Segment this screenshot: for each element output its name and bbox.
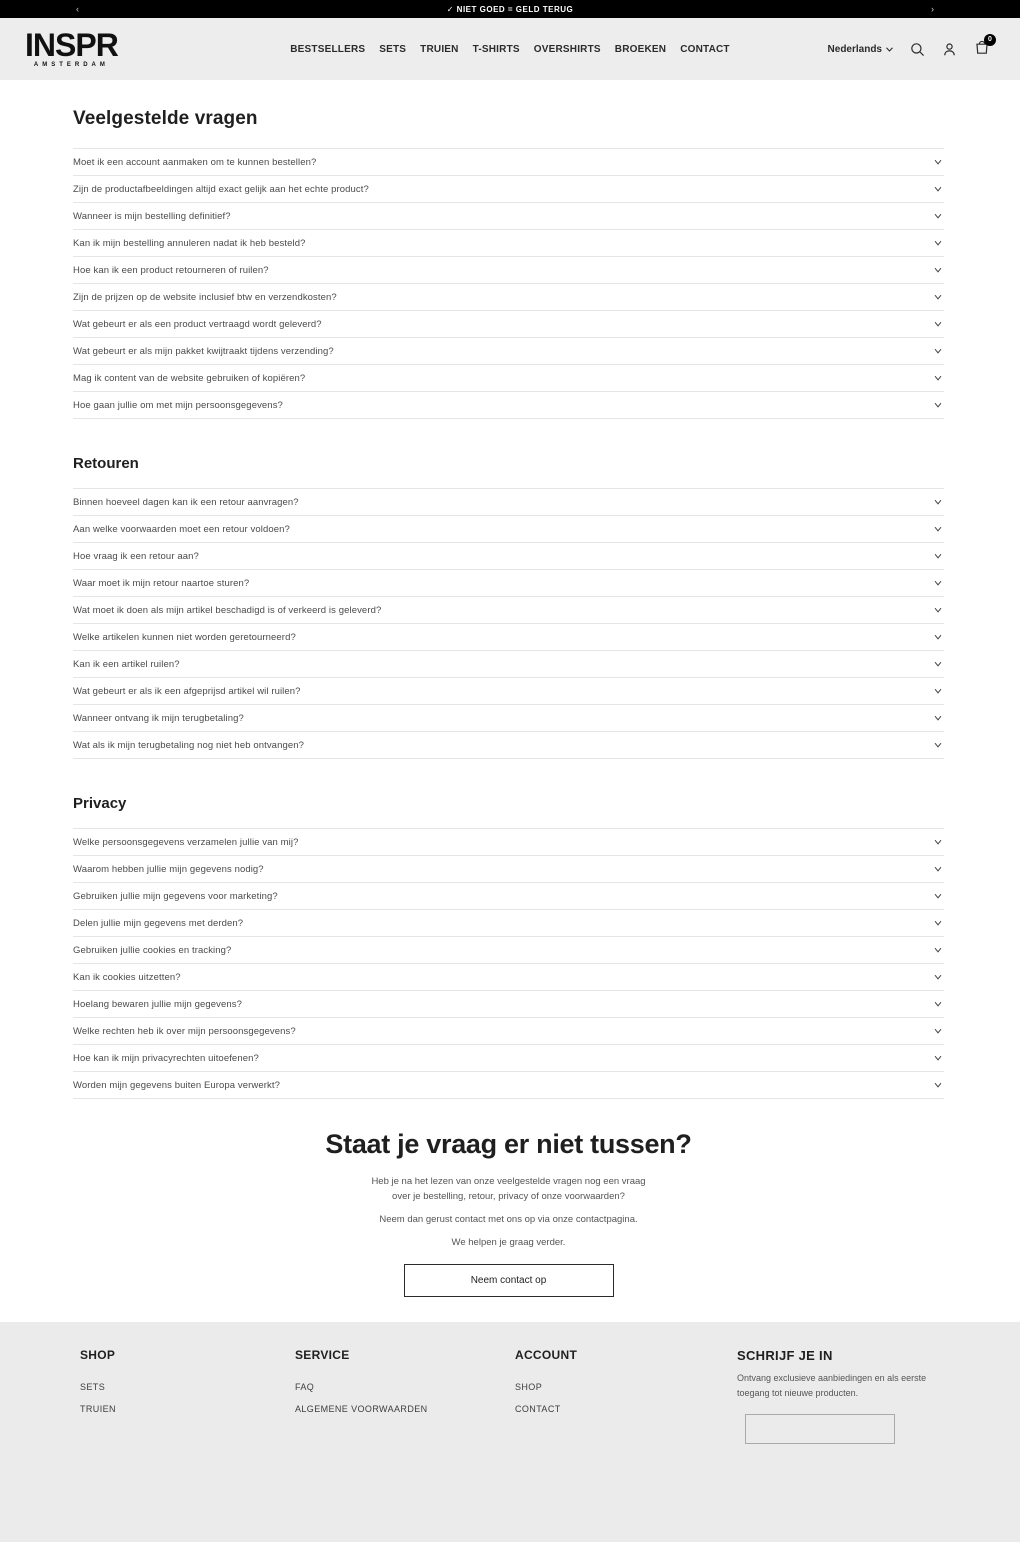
- chevron-down-icon: [934, 973, 942, 981]
- faq-list: [73, 488, 944, 759]
- faq-question-label: Mag ik content van de website gebruiken of kopiëren?: [73, 372, 306, 384]
- cart-icon[interactable]: [974, 36, 992, 60]
- chevron-down-icon: [934, 946, 942, 954]
- faq-question-label: Welke artikelen kunnen niet worden geretourneerd?: [73, 631, 296, 643]
- faq-question-label: Gebruiken jullie mijn gegevens voor marketing?: [73, 890, 278, 902]
- footer-links: [295, 1382, 515, 1414]
- nav-item[interactable]: BROEKEN: [614, 43, 667, 55]
- announcement-prev-icon[interactable]: ‹: [76, 4, 79, 14]
- footer-link[interactable]: FAQ: [295, 1382, 315, 1392]
- faq-question-label: Worden mijn gegevens buiten Europa verwerkt?: [73, 1079, 281, 1091]
- faq-question-label: Aan welke voorwaarden moet een retour voldoen?: [73, 523, 290, 535]
- faq-question-row[interactable]: [73, 569, 944, 596]
- faq-question-label: Kan ik mijn bestelling annuleren nadat ik heb besteld?: [73, 237, 306, 249]
- newsletter-email-input[interactable]: [745, 1414, 895, 1444]
- faq-question-label: Hoe kan ik een product retourneren of ruilen?: [73, 264, 269, 276]
- faq-section: [73, 795, 944, 1099]
- nav-item[interactable]: CONTACT: [680, 43, 730, 55]
- chevron-down-icon: [934, 741, 942, 749]
- chevron-down-icon: [934, 579, 942, 587]
- faq-question-label: Hoe kan ik mijn privacyrechten uitoefenen?: [73, 1052, 259, 1064]
- faq-question-label: Waarom hebben jullie mijn gegevens nodig?: [73, 863, 264, 875]
- main-nav: [290, 44, 729, 55]
- footer-column: [80, 1348, 295, 1542]
- faq-question-row[interactable]: [73, 909, 944, 936]
- nav-item[interactable]: SETS: [379, 43, 407, 55]
- cta-text-line: We helpen je graag verder.: [451, 1237, 566, 1248]
- chevron-down-icon: [934, 374, 942, 382]
- account-icon[interactable]: [942, 42, 957, 57]
- newsletter-title: SCHRIJF JE IN: [737, 1348, 833, 1363]
- footer-links: [515, 1382, 737, 1414]
- faq-question-label: Wat gebeurt er als een product vertraagd wordt geleverd?: [73, 318, 322, 330]
- faq-question-label: Hoe vraag ik een retour aan?: [73, 550, 199, 562]
- chevron-down-icon: [934, 1000, 942, 1008]
- footer-column-title: ACCOUNT: [515, 1348, 578, 1362]
- faq-question-row[interactable]: [73, 310, 944, 337]
- search-icon[interactable]: [910, 42, 925, 57]
- section-title: Veelgestelde vragen: [73, 108, 258, 129]
- faq-question-label: Kan ik een artikel ruilen?: [73, 658, 180, 670]
- footer-link[interactable]: ALGEMENE VOORWAARDEN: [295, 1404, 428, 1414]
- faq-question-row[interactable]: [73, 855, 944, 882]
- faq-question-row[interactable]: [73, 148, 944, 175]
- newsletter-description: Ontvang exclusieve aanbiedingen en als eerste toegang tot nieuwe producten.: [737, 1373, 927, 1398]
- faq-question-row[interactable]: [73, 337, 944, 364]
- chevron-down-icon: [934, 212, 942, 220]
- faq-list: [73, 148, 944, 419]
- nav-item[interactable]: T-SHIRTS: [472, 43, 520, 55]
- faq-question-row[interactable]: [73, 882, 944, 909]
- cta-text-line: [73, 1174, 944, 1204]
- chevron-down-icon: [934, 714, 942, 722]
- faq-question-row[interactable]: [73, 542, 944, 569]
- cta-heading: Staat je vraag er niet tussen?: [325, 1129, 692, 1159]
- footer-link[interactable]: TRUIEN: [80, 1404, 116, 1414]
- chevron-down-icon: [886, 47, 893, 52]
- chevron-down-icon: [934, 687, 942, 695]
- cta-text: over je bestelling, retour, privacy of onze voorwaarden?: [392, 1191, 625, 1202]
- nav-item[interactable]: BESTSELLERS: [290, 43, 366, 55]
- faq-question-label: Wat gebeurt er als ik een afgeprijsd artikel wil ruilen?: [73, 685, 301, 697]
- faq-question-row[interactable]: [73, 515, 944, 542]
- faq-question-label: Binnen hoeveel dagen kan ik een retour aanvragen?: [73, 496, 299, 508]
- chevron-down-icon: [934, 660, 942, 668]
- faq-list: [73, 828, 944, 1099]
- chevron-down-icon: [934, 185, 942, 193]
- footer-column: [295, 1348, 515, 1542]
- faq-section: [73, 108, 944, 419]
- faq-question-label: Delen jullie mijn gegevens met derden?: [73, 917, 244, 929]
- chevron-down-icon: [934, 498, 942, 506]
- chevron-down-icon: [934, 266, 942, 274]
- faq-question-label: Wanneer is mijn bestelling definitief?: [73, 210, 231, 222]
- faq-question-row[interactable]: [73, 488, 944, 515]
- announcement-bar: [0, 0, 1020, 18]
- footer-column-title: SHOP: [80, 1348, 116, 1362]
- faq-question-label: Wat als ik mijn terugbetaling nog niet heb ontvangen?: [73, 739, 304, 751]
- faq-question-row[interactable]: [73, 256, 944, 283]
- faq-question-label: Gebruiken jullie cookies en tracking?: [73, 944, 232, 956]
- faq-question-label: Moet ik een account aanmaken om te kunnen bestellen?: [73, 156, 317, 168]
- faq-question-row[interactable]: [73, 650, 944, 677]
- site-header: [0, 18, 1020, 80]
- footer-column: [515, 1348, 737, 1542]
- contact-button[interactable]: Neem contact op: [404, 1264, 614, 1297]
- faq-question-row[interactable]: [73, 704, 944, 731]
- faq-question-row[interactable]: [73, 677, 944, 704]
- contact-cta-section: [73, 1129, 944, 1297]
- cart-count-badge: 0: [984, 34, 996, 46]
- chevron-down-icon: [934, 401, 942, 409]
- faq-question-row[interactable]: [73, 990, 944, 1017]
- faq-question-row[interactable]: [73, 175, 944, 202]
- chevron-down-icon: [934, 838, 942, 846]
- faq-question-row[interactable]: [73, 936, 944, 963]
- cta-text: Heb je na het lezen van onze veelgestelde vragen nog een vraag: [371, 1176, 646, 1187]
- site-footer: [0, 1322, 1020, 1542]
- faq-question-row[interactable]: [73, 1044, 944, 1071]
- faq-question-row[interactable]: [73, 828, 944, 855]
- footer-column-title: SERVICE: [295, 1348, 350, 1362]
- faq-question-row[interactable]: [73, 364, 944, 391]
- chevron-down-icon: [934, 1054, 942, 1062]
- faq-section: [73, 455, 944, 759]
- faq-question-row[interactable]: [73, 283, 944, 310]
- logo[interactable]: [25, 26, 118, 69]
- section-title: Retouren: [73, 455, 139, 472]
- nav-item[interactable]: OVERSHIRTS: [533, 43, 601, 55]
- faq-question-label: Welke rechten heb ik over mijn persoonsgegevens?: [73, 1025, 296, 1037]
- chevron-down-icon: [934, 239, 942, 247]
- chevron-down-icon: [934, 919, 942, 927]
- faq-question-row[interactable]: [73, 623, 944, 650]
- faq-question-row[interactable]: [73, 731, 944, 758]
- faq-page: [0, 108, 1020, 1297]
- section-title: Privacy: [73, 795, 127, 812]
- faq-question-label: Hoe gaan jullie om met mijn persoonsgegevens?: [73, 399, 283, 411]
- faq-question-row[interactable]: [73, 596, 944, 623]
- footer-link[interactable]: SETS: [80, 1382, 106, 1392]
- chevron-down-icon: [934, 158, 942, 166]
- chevron-down-icon: [934, 320, 942, 328]
- footer-links: [80, 1382, 295, 1414]
- newsletter-signup: [737, 1348, 1020, 1542]
- faq-question-label: Wanneer ontvang ik mijn terugbetaling?: [73, 712, 244, 724]
- chevron-down-icon: [934, 1027, 942, 1035]
- faq-question-label: Wat moet ik doen als mijn artikel beschadigd is of verkeerd is geleverd?: [73, 604, 382, 616]
- logo-subtitle: AMSTERDAM: [33, 62, 109, 69]
- faq-question-row[interactable]: [73, 229, 944, 256]
- announcement-text: ✓ NIET GOED = GELD TERUG: [446, 4, 574, 14]
- announcement-next-icon[interactable]: ›: [931, 4, 934, 14]
- cta-text-line: Neem dan gerust contact met ons op via onze contactpagina.: [379, 1214, 638, 1225]
- faq-question-label: Zijn de prijzen op de website inclusief btw en verzendkosten?: [73, 291, 337, 303]
- chevron-down-icon: [934, 1081, 942, 1089]
- footer-link[interactable]: CONTACT: [515, 1404, 561, 1414]
- header-actions: [827, 36, 992, 60]
- chevron-down-icon: [934, 525, 942, 533]
- faq-question-row[interactable]: [73, 963, 944, 990]
- faq-question-row[interactable]: [73, 1071, 944, 1098]
- chevron-down-icon: [934, 552, 942, 560]
- chevron-down-icon: [934, 865, 942, 873]
- nav-item[interactable]: TRUIEN: [420, 43, 459, 55]
- faq-question-row[interactable]: [73, 1017, 944, 1044]
- faq-question-label: Wat gebeurt er als mijn pakket kwijtraakt tijdens verzending?: [73, 345, 334, 357]
- logo-title: INSPR: [25, 26, 118, 63]
- footer-link[interactable]: SHOP: [515, 1382, 543, 1392]
- chevron-down-icon: [934, 347, 942, 355]
- faq-question-label: Welke persoonsgegevens verzamelen jullie van mij?: [73, 836, 299, 848]
- chevron-down-icon: [934, 606, 942, 614]
- chevron-down-icon: [934, 633, 942, 641]
- faq-question-label: Kan ik cookies uitzetten?: [73, 971, 181, 983]
- language-selector[interactable]: [828, 44, 893, 55]
- chevron-down-icon: [934, 892, 942, 900]
- language-label: Nederlands: [827, 43, 882, 55]
- chevron-down-icon: [934, 293, 942, 301]
- faq-question-label: Zijn de productafbeeldingen altijd exact gelijk aan het echte product?: [73, 183, 369, 195]
- faq-question-row[interactable]: [73, 391, 944, 418]
- faq-question-label: Hoelang bewaren jullie mijn gegevens?: [73, 998, 242, 1010]
- faq-question-label: Waar moet ik mijn retour naartoe sturen?: [73, 577, 250, 589]
- faq-question-row[interactable]: [73, 202, 944, 229]
